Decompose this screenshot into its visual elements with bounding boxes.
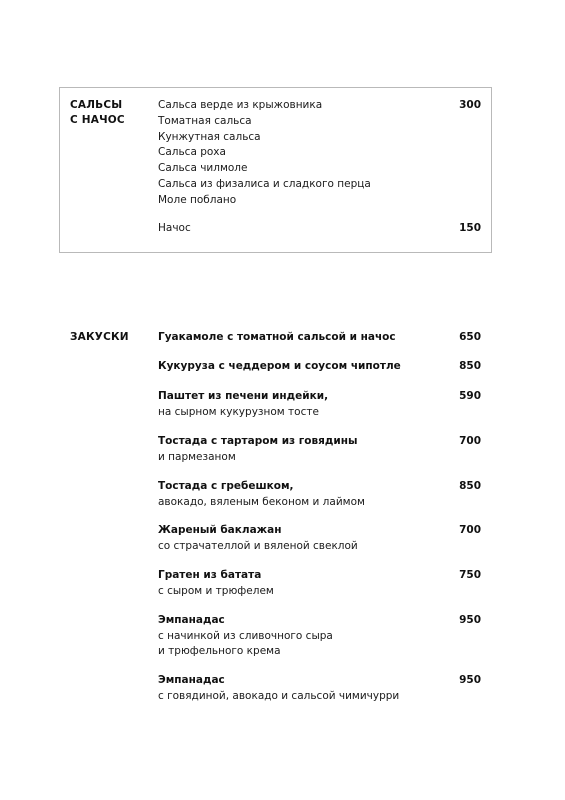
dish-description: с говядиной, авокадо и сальсой чимичурри: [158, 689, 400, 702]
dish-description: и пармезаном: [158, 450, 236, 463]
dish-price: 750: [459, 569, 481, 581]
dish-name: Жареный баклажан: [158, 524, 282, 536]
dish-price: 950: [459, 674, 481, 686]
dish-name: Гуакамоле с томатной сальсой и начос: [158, 331, 396, 343]
menu-dish: [158, 330, 428, 346]
nachos-name: Начос: [158, 222, 191, 234]
nachos-price: 150: [459, 222, 481, 234]
dish-description: с начинкой из сливочного сыра: [158, 629, 333, 642]
salsas-list: [158, 98, 371, 209]
dish-name: Тостада с тартаром из говядины: [158, 435, 358, 447]
dish-name: Эмпанадас: [158, 614, 225, 626]
dish-name: Гратен из батата: [158, 569, 262, 581]
dish-price: 950: [459, 614, 481, 626]
dish-name: Эмпанадас: [158, 674, 225, 686]
menu-dish: [158, 673, 428, 704]
menu-dish: [158, 359, 428, 375]
dish-description: и трюфельного крема: [158, 645, 281, 657]
zakuski-section-title: ЗАКУСКИ: [70, 331, 129, 343]
salsas-price: 300: [459, 99, 481, 111]
dish-description: на сырном кукурузном тосте: [158, 405, 319, 418]
dish-description: авокадо, вяленым беконом и лаймом: [158, 495, 365, 508]
menu-dish: [158, 523, 428, 554]
menu-dish: [158, 568, 428, 599]
dish-name: Паштет из печени индейки,: [158, 390, 329, 402]
dish-price: 700: [459, 435, 481, 447]
dish-price: 850: [459, 480, 481, 492]
dish-name: Кукуруза с чеддером и соусом чипотле: [158, 360, 401, 372]
salsa-item: Сальса чилмоле: [158, 162, 248, 175]
dish-description: со страчателлой и вяленой свеклой: [158, 539, 358, 552]
salsa-item: Кунжутная сальса: [158, 130, 261, 143]
menu-dish: [158, 434, 428, 465]
salsas-section-title: [70, 98, 125, 128]
menu-dish: [158, 479, 428, 510]
menu-dish: [158, 389, 428, 420]
salsa-item: Моле поблано: [158, 193, 237, 206]
dish-description: с сыром и трюфелем: [158, 584, 274, 597]
salsa-item: Сальса роха: [158, 146, 226, 159]
dish-price: 590: [459, 390, 481, 402]
salsas-title-line-2: С НАЧОС: [70, 114, 125, 126]
dish-price: 850: [459, 360, 481, 372]
salsa-item: Сальса верде из крыжовника: [158, 99, 323, 111]
salsa-item: Томатная сальса: [158, 114, 252, 127]
dish-price: 700: [459, 524, 481, 536]
dish-price: 650: [459, 331, 481, 343]
menu-dish: [158, 613, 428, 660]
salsas-title-line-1: САЛЬСЫ: [70, 99, 123, 111]
dish-name: Тостада с гребешком,: [158, 480, 294, 492]
salsa-item: Сальса из физалиса и сладкого перца: [158, 177, 371, 190]
